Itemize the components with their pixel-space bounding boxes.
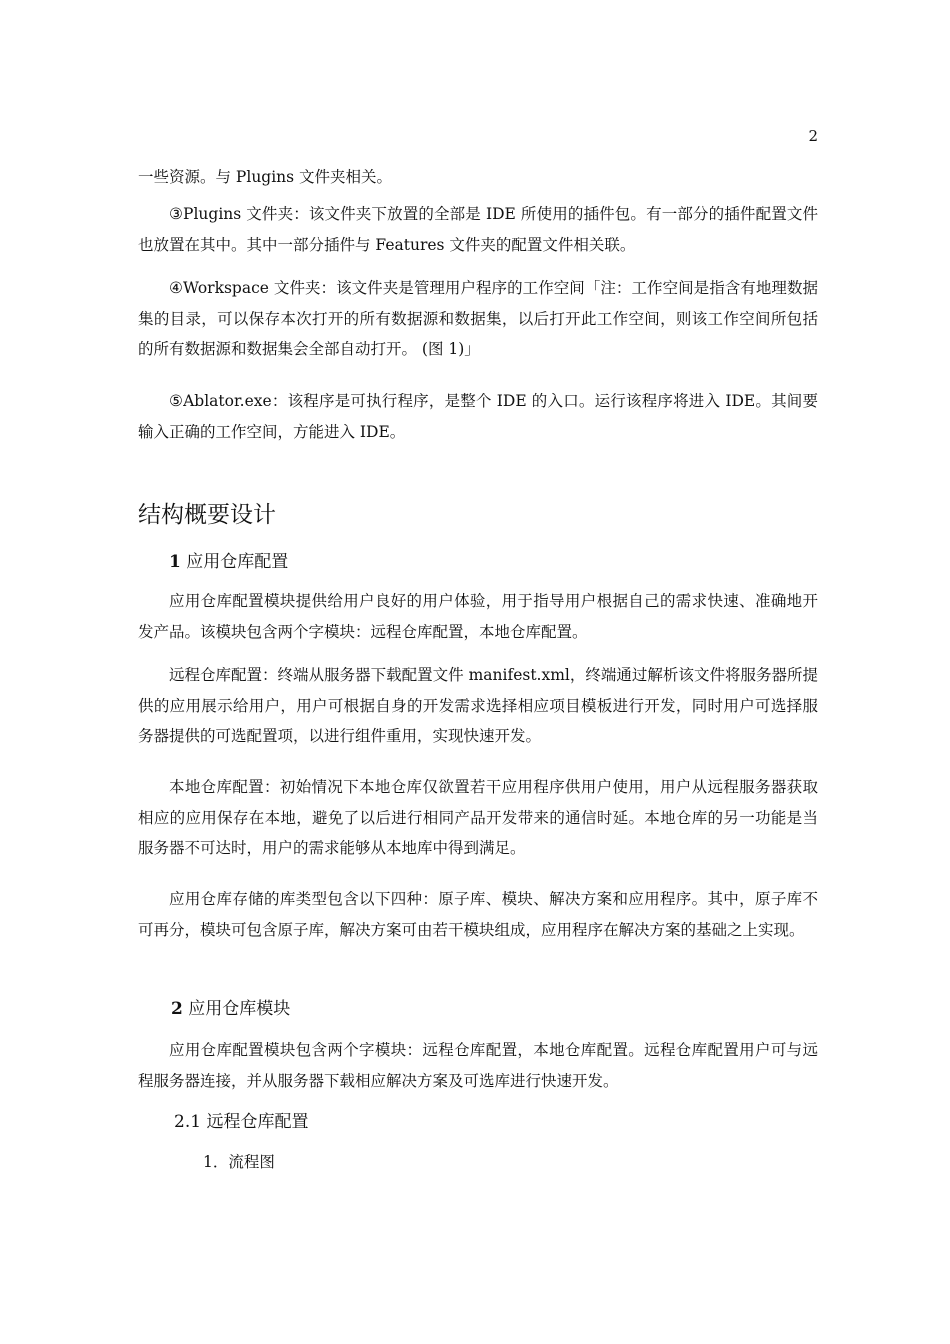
- paragraph-local-repo: 本地仓库配置：初始情况下本地仓库仅欲置若干应用程序供用户使用，用户从远程服务器获取相应的应用保存在本地，避免了以后进行相同产品开发带来的通信时延。本地仓库的另一功能是当服务器不可达时，用户的需求能够从本地库中得到满足。: [138, 778, 818, 857]
- heading-1: [169, 549, 769, 575]
- heading-2-number: 2: [171, 999, 183, 1019]
- heading-1-number: 1: [169, 552, 181, 572]
- paragraph-workspace-folder: ④Workspace 文件夹：该文件夹是管理用户程序的工作空间「注：工作空间是指含有地理数据集的目录，可以保存本次打开的所有数据源和数据集，以后打开此工作空间，则该工作空间所包括的所有数据源和数据集会全部自动打开。 (图 1)」: [138, 279, 818, 358]
- paragraph-module-intro: 应用仓库配置模块提供给用户良好的用户体验，用于指导用户根据自己的需求快速、准确地开发产品。该模块包含两个字模块：远程仓库配置，本地仓库配置。: [138, 592, 818, 641]
- paragraph-plugins-folder: ③Plugins 文件夹：该文件夹下放置的全部是 IDE 所使用的插件包。有一部分的插件配置文件也放置在其中。其中一部分插件与 Features 文件夹的配置文件相关联。: [138, 205, 818, 254]
- page-number: 2: [808, 127, 818, 145]
- paragraph-resources: 一些资源。与 Plugins 文件夹相关。: [138, 168, 393, 186]
- paragraph-module-summary: 应用仓库配置模块包含两个字模块：远程仓库配置，本地仓库配置。远程仓库配置用户可与远程服务器连接，并从服务器下载相应解决方案及可选库进行快速开发。: [138, 1041, 818, 1090]
- heading-2: [171, 996, 771, 1022]
- paragraph-remote-repo: 远程仓库配置：终端从服务器下载配置文件 manifest.xml，终端通过解析该文件将服务器所提供的应用展示给用户，用户可根据自身的开发需求选择相应项目模板进行开发，同时用户可选择服务器提供的可选配置项，以进行组件重用，实现快速开发。: [138, 666, 818, 745]
- heading-2-title: 应用仓库模块: [188, 999, 291, 1019]
- paragraph-ablator-exe: ⑤Ablator.exe：该程序是可执行程序，是整个 IDE 的入口。运行该程序将进入 IDE。其间要输入正确的工作空间，方能进入 IDE。: [138, 392, 818, 441]
- heading-2-1: 2.1 远程仓库配置: [174, 1112, 309, 1132]
- section-title: 结构概要设计: [138, 502, 276, 528]
- list-item-flowchart: 1．流程图: [203, 1153, 275, 1171]
- paragraph-repo-types: 应用仓库存储的库类型包含以下四种：原子库、模块、解决方案和应用程序。其中，原子库不可再分，模块可包含原子库，解决方案可由若干模块组成，应用程序在解决方案的基础之上实现。: [138, 890, 818, 939]
- heading-1-title: 应用仓库配置: [186, 552, 289, 572]
